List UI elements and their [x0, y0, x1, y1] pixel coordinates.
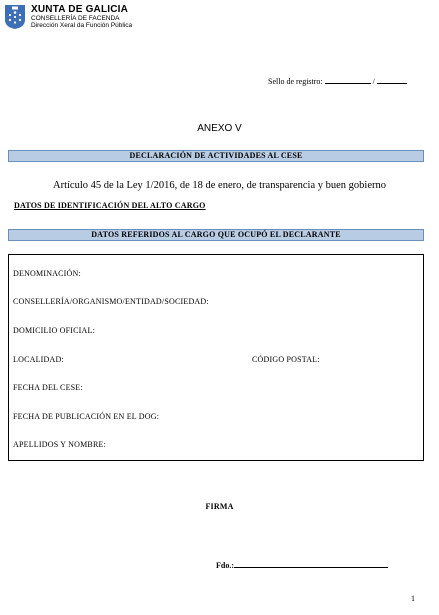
fdo-line [216, 559, 388, 570]
firma-label: FIRMA [205, 502, 234, 511]
localidad-field[interactable]: LOCALIDAD: [13, 355, 64, 364]
fecha-cese-field[interactable]: FECHA DEL CESE: [13, 383, 83, 392]
subdepartment-name: Dirección Xeral da Función Pública [31, 22, 133, 29]
fecha-publicacion-field[interactable]: FECHA DE PUBLICACIÓN EN EL DOG: [13, 412, 160, 421]
xunta-logo [4, 4, 26, 30]
org-name: XUNTA DE GALICIA [31, 4, 129, 15]
xunta-shield-icon [4, 4, 26, 30]
cargo-form-box [8, 254, 424, 461]
datos-identificacion-heading: DATOS DE IDENTIFICACIÓN DEL ALTO CARGO [14, 201, 206, 210]
fdo-label: Fdo.: [216, 561, 234, 570]
anexo-title: ANEXO V [197, 123, 242, 134]
codigo-postal-field[interactable]: CÓDIGO POSTAL: [252, 355, 320, 364]
page-number: 1 [411, 594, 415, 603]
sello-blank-1[interactable] [325, 75, 371, 84]
signature-line[interactable] [234, 559, 388, 568]
cargo-band: DATOS REFERIDOS AL CARGO QUE OCUPÓ EL DECLARANTE [8, 229, 424, 241]
apellidos-field[interactable]: APELLIDOS Y NOMBRE: [13, 440, 106, 449]
sello-registro [268, 75, 407, 86]
sello-separator: / [372, 77, 375, 86]
denominacion-field[interactable]: DENOMINACIÓN: [13, 269, 81, 278]
department-name: CONSELLERÍA DE FACENDA [31, 15, 120, 22]
declaracion-band: DECLARACIÓN DE ACTIVIDADES AL CESE [8, 150, 424, 162]
articulo-text: Artículo 45 de la Ley 1/2016, de 18 de enero, de transparencia y buen gobierno [53, 180, 386, 191]
sello-blank-2[interactable] [377, 75, 407, 84]
conselleria-field[interactable]: CONSELLERÍA/ORGANISMO/ENTIDAD/SOCIEDAD: [13, 297, 209, 306]
sello-label: Sello de registro: [268, 77, 323, 86]
domicilio-field[interactable]: DOMICILIO OFICIAL: [13, 326, 96, 335]
